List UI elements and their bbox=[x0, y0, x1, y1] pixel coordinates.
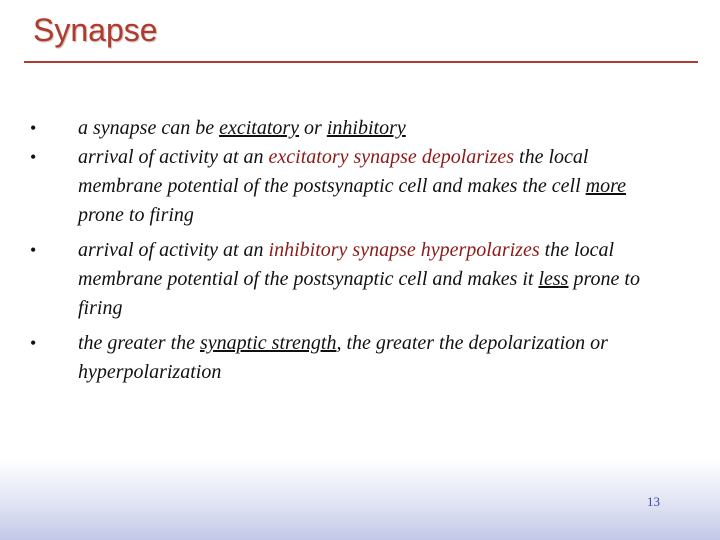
highlight-inhibitory-hyperpolarizes: inhibitory synapse hyperpolarizes bbox=[268, 239, 540, 261]
term-more: more bbox=[585, 175, 627, 197]
bullet-text: , the greater the depolarization or hyperpolarization bbox=[78, 332, 608, 383]
bullet-text: the local membrane potential of the postsynaptic cell and makes the cell bbox=[78, 146, 589, 197]
bullet-marker: • bbox=[30, 240, 37, 260]
bullet-text: the local membrane potential of the postsynaptic cell and makes it bbox=[78, 239, 615, 290]
bullet-text: arrival of activity at an bbox=[78, 239, 269, 261]
bullet-text: the greater the bbox=[78, 332, 201, 354]
bullet-item-1 bbox=[30, 114, 670, 143]
term-inhibitory: inhibitory bbox=[326, 117, 406, 139]
bullet-text: arrival of activity at an bbox=[78, 146, 269, 168]
bullet-list bbox=[30, 114, 670, 387]
bullet-item-2 bbox=[30, 143, 670, 230]
term-less: less bbox=[538, 268, 569, 290]
bullet-item-4 bbox=[30, 329, 670, 387]
title-divider bbox=[24, 61, 698, 63]
footer-gradient bbox=[0, 460, 720, 540]
bullet-marker: • bbox=[30, 333, 37, 353]
page-number: 13 bbox=[647, 494, 660, 509]
bullet-text: a synapse can be bbox=[78, 117, 220, 139]
bullet-marker: • bbox=[30, 147, 37, 167]
slide-title: Synapse bbox=[33, 12, 158, 48]
bullet-text: prone to firing bbox=[78, 204, 194, 226]
highlight-excitatory-depolarizes: excitatory synapse depolarizes bbox=[268, 146, 515, 168]
term-synaptic-strength: synaptic strength bbox=[200, 332, 337, 354]
bullet-marker: • bbox=[30, 118, 37, 138]
bullet-text: prone to firing bbox=[78, 268, 640, 319]
term-excitatory: excitatory bbox=[219, 117, 300, 139]
bullet-text: or bbox=[299, 117, 327, 139]
bullet-item-3 bbox=[30, 236, 670, 323]
